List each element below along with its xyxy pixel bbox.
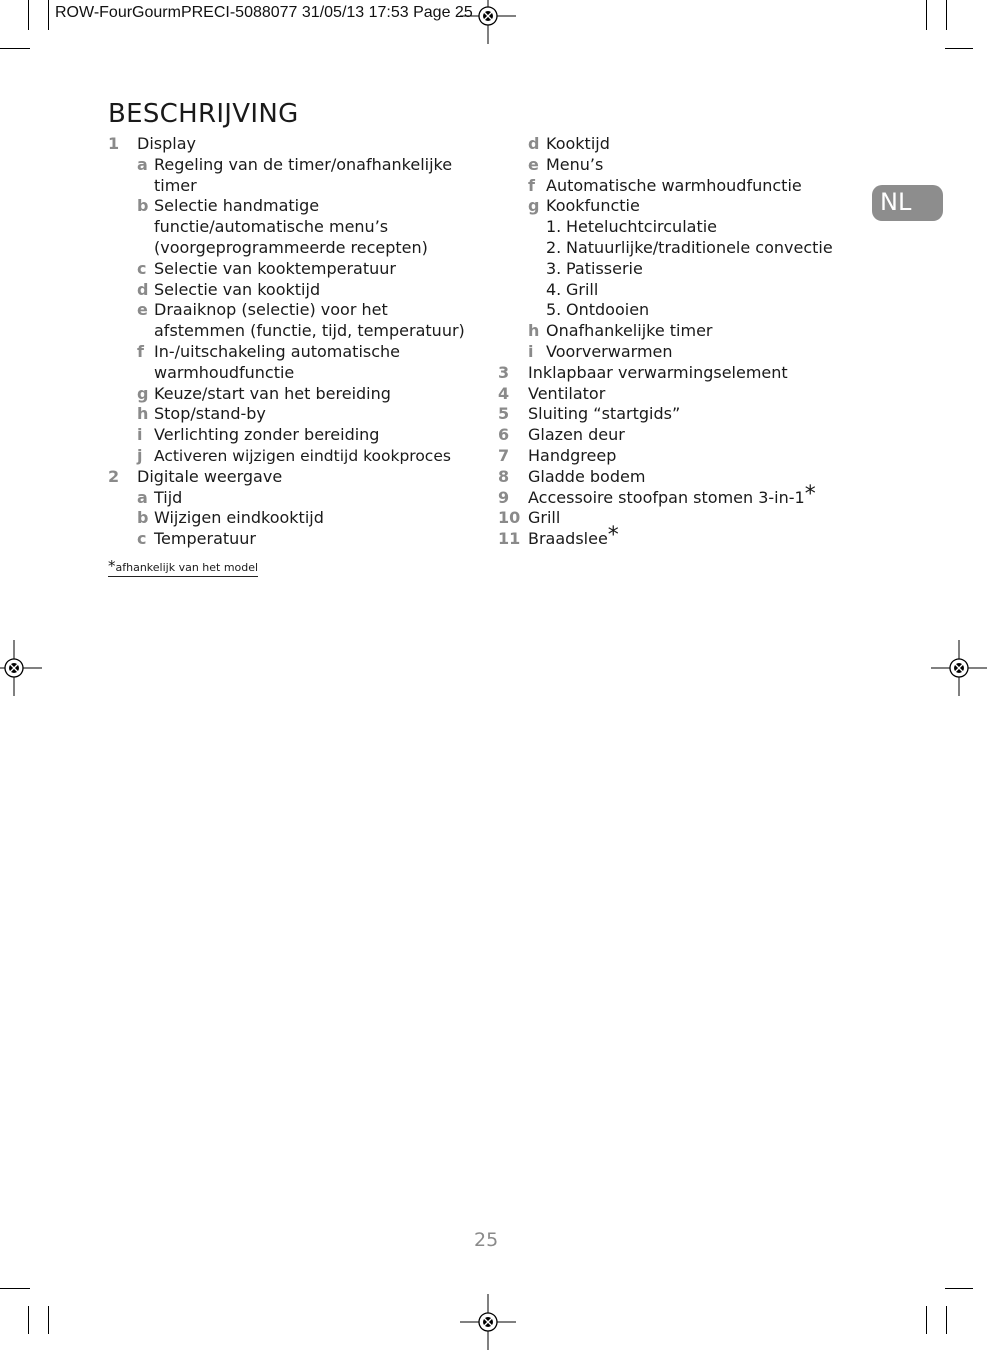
subitem-letter: f bbox=[137, 341, 144, 361]
subitem-letter: a bbox=[137, 487, 148, 507]
item-text: Digitale weergave bbox=[137, 466, 283, 486]
page-title: BESCHRIJVING bbox=[108, 99, 299, 129]
cooking-function-item bbox=[498, 300, 838, 321]
list-subitem bbox=[108, 488, 488, 509]
left-column bbox=[108, 134, 488, 550]
subitem-letter: c bbox=[137, 529, 147, 549]
cooking-function-text: Natuurlijke/traditionele convectie bbox=[566, 237, 833, 257]
cooking-function-item bbox=[498, 259, 838, 280]
subitem-text: Activeren wijzigen eindtijd kookproces bbox=[154, 446, 451, 465]
item-number: 1 bbox=[108, 134, 120, 153]
crop-mark bbox=[946, 0, 947, 30]
right-column bbox=[498, 134, 838, 550]
crop-mark bbox=[0, 48, 30, 49]
list-subitem bbox=[498, 176, 838, 197]
subitem-text: Verlichting zonder bereiding bbox=[154, 425, 380, 445]
list-subitem bbox=[498, 342, 838, 363]
item-number: 3 bbox=[498, 362, 510, 382]
item-label: Sluiting “startgids” bbox=[528, 404, 681, 424]
registration-mark-icon bbox=[0, 638, 44, 698]
item-label: Gladde bodem bbox=[528, 466, 646, 486]
subitem-letter: c bbox=[137, 258, 147, 278]
ordinal: 4. bbox=[546, 279, 562, 299]
print-slug: ROW-FourGourmPRECI-5088077 31/05/13 17:53 Page 25 bbox=[55, 4, 473, 21]
list-item bbox=[498, 481, 838, 509]
cooking-function-item bbox=[498, 238, 838, 259]
subitem-text: Menu’s bbox=[546, 154, 604, 174]
subitem-text: Selectie van kooktemperatuur bbox=[154, 258, 396, 278]
cooking-function-item bbox=[498, 217, 838, 238]
list-item bbox=[498, 467, 838, 488]
ordinal: 5. bbox=[546, 300, 562, 320]
subitem-letter: h bbox=[137, 404, 149, 424]
list-subitem bbox=[498, 321, 838, 342]
item-text bbox=[528, 523, 838, 550]
subitem-text: Wijzigen eindkooktijd bbox=[154, 508, 324, 528]
item-number: 11 bbox=[498, 529, 521, 549]
list-item bbox=[498, 363, 838, 384]
ordinal: 3. bbox=[546, 258, 562, 278]
subitem-text: Draaiknop (selectie) voor het afstemmen (functie, tijd, temperatuur) bbox=[154, 300, 465, 341]
item-label: Ventilator bbox=[528, 383, 606, 403]
page-number: 25 bbox=[474, 1229, 499, 1251]
list-subitem bbox=[108, 280, 488, 301]
crop-mark bbox=[48, 1306, 49, 1334]
item-text: Display bbox=[137, 134, 196, 153]
list-item bbox=[108, 134, 488, 155]
ordinal: 2. bbox=[546, 237, 562, 257]
item-number: 5 bbox=[498, 404, 510, 424]
registration-mark-icon bbox=[929, 638, 989, 698]
crop-mark bbox=[28, 0, 29, 30]
crop-mark bbox=[945, 48, 973, 49]
item-label: Glazen deur bbox=[528, 425, 625, 445]
item-number: 10 bbox=[498, 508, 521, 528]
list-item bbox=[108, 467, 488, 488]
list-subitem bbox=[108, 446, 488, 467]
cooking-function-text: Ontdooien bbox=[566, 300, 650, 320]
cooking-function-text: Patisserie bbox=[566, 258, 643, 278]
subitem-text: Kooktijd bbox=[546, 134, 610, 153]
list-subitem bbox=[108, 259, 488, 280]
item-text bbox=[528, 404, 838, 425]
list-item bbox=[498, 446, 838, 467]
item-text bbox=[528, 384, 838, 405]
subitem-text: Selectie van kooktijd bbox=[154, 279, 321, 299]
asterisk: * bbox=[607, 523, 619, 549]
item-text bbox=[528, 481, 838, 509]
subitem-text: Regeling van de timer/onafhankelijke timer bbox=[154, 154, 453, 195]
subitem-letter: d bbox=[528, 134, 540, 153]
subitem-letter: i bbox=[528, 341, 534, 361]
subitem-text: Temperatuur bbox=[154, 529, 256, 549]
list-subitem bbox=[498, 134, 838, 155]
subitem-letter: e bbox=[137, 300, 148, 320]
asterisk: * bbox=[804, 481, 816, 507]
item-label: Braadslee bbox=[528, 529, 608, 549]
subitem-text: Automatische warmhoudfunctie bbox=[546, 175, 802, 195]
item-number: 4 bbox=[498, 383, 510, 403]
cooking-function-text: Heteluchtcirculatie bbox=[566, 217, 718, 237]
subitem-letter: i bbox=[137, 425, 143, 445]
crop-mark bbox=[926, 1306, 927, 1334]
footnote-asterisk: * bbox=[108, 557, 116, 575]
list-subitem bbox=[108, 196, 488, 258]
list-subitem bbox=[108, 529, 488, 550]
crop-mark bbox=[926, 0, 927, 30]
subitem-letter: g bbox=[137, 383, 149, 403]
footnote bbox=[108, 557, 258, 577]
subitem-text: Onafhankelijke timer bbox=[546, 321, 713, 341]
item-label: Handgreep bbox=[528, 445, 617, 465]
list-subitem bbox=[108, 300, 488, 342]
language-tab: NL bbox=[872, 185, 943, 221]
item-number: 8 bbox=[498, 466, 510, 486]
item-label: Accessoire stoofpan stomen 3-in-1 bbox=[528, 487, 805, 507]
crop-mark bbox=[48, 0, 49, 30]
subitem-text: In-/uitschakeling automatische warmhoudfunctie bbox=[154, 341, 401, 382]
list-subitem bbox=[498, 196, 838, 217]
subitem-letter: e bbox=[528, 154, 539, 174]
item-text bbox=[528, 363, 838, 384]
crop-mark bbox=[945, 1288, 973, 1289]
item-label: Grill bbox=[528, 508, 561, 528]
crop-mark bbox=[28, 1306, 29, 1334]
subitem-letter: a bbox=[137, 154, 148, 174]
cooking-function-text: Grill bbox=[566, 279, 599, 299]
subitem-letter: b bbox=[137, 196, 149, 216]
subitem-text: Kookfunctie bbox=[546, 196, 640, 216]
list-item bbox=[498, 404, 838, 425]
list-item bbox=[498, 384, 838, 405]
ordinal: 1. bbox=[546, 217, 562, 237]
crop-mark bbox=[0, 1288, 30, 1289]
item-text bbox=[528, 425, 838, 446]
list-subitem bbox=[498, 155, 838, 176]
subitem-text: Tijd bbox=[154, 487, 183, 507]
list-subitem bbox=[108, 404, 488, 425]
list-subitem bbox=[108, 425, 488, 446]
subitem-letter: f bbox=[528, 175, 535, 195]
list-item bbox=[498, 523, 838, 550]
subitem-letter: b bbox=[137, 508, 149, 528]
item-label: Inklapbaar verwarmingselement bbox=[528, 362, 788, 382]
item-text bbox=[528, 508, 838, 529]
subitem-letter: g bbox=[528, 196, 540, 216]
item-number: 9 bbox=[498, 487, 510, 507]
item-number: 2 bbox=[108, 466, 120, 486]
list-subitem bbox=[108, 508, 488, 529]
list-subitem bbox=[108, 155, 488, 197]
subitem-text: Keuze/start van het bereiding bbox=[154, 383, 391, 403]
cooking-function-item bbox=[498, 280, 838, 301]
footnote-text: afhankelijk van het model bbox=[115, 561, 259, 574]
registration-mark-icon bbox=[458, 1292, 518, 1352]
item-number: 7 bbox=[498, 445, 510, 465]
list-subitem bbox=[108, 384, 488, 405]
item-text bbox=[528, 446, 838, 467]
subitem-letter: d bbox=[137, 279, 149, 299]
subitem-text: Voorverwarmen bbox=[546, 341, 673, 361]
subitem-letter: h bbox=[528, 321, 540, 341]
list-subitem bbox=[108, 342, 488, 384]
registration-mark-icon bbox=[458, 0, 518, 46]
list-item bbox=[498, 425, 838, 446]
item-number: 6 bbox=[498, 425, 510, 445]
list-item bbox=[498, 508, 838, 529]
subitem-letter: j bbox=[137, 445, 143, 465]
crop-mark bbox=[946, 1306, 947, 1334]
subitem-text: Selectie handmatige functie/automatische menu’s (voorgeprogrammeerde recepten) bbox=[154, 196, 428, 257]
item-text bbox=[528, 467, 838, 488]
subitem-text: Stop/stand-by bbox=[154, 404, 266, 424]
